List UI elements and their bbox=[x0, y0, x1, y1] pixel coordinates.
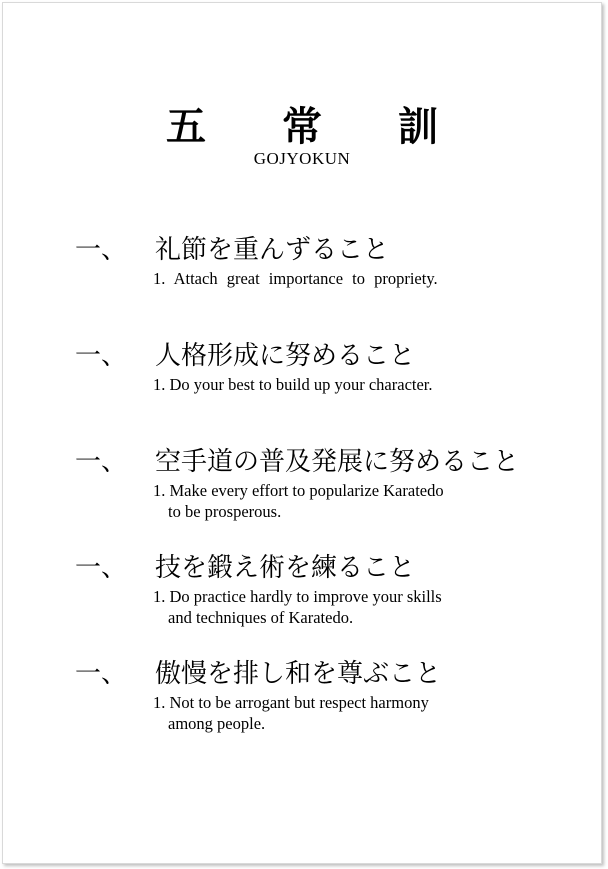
page-title bbox=[3, 95, 601, 152]
precept-english-line2: among people. bbox=[168, 714, 266, 733]
precept-english bbox=[153, 586, 442, 628]
precept-marker: 一、 bbox=[75, 447, 128, 477]
precept-marker: 一、 bbox=[75, 553, 128, 583]
precept-english bbox=[153, 692, 429, 734]
precept-marker: 一、 bbox=[75, 235, 128, 265]
precept-english-line2: to be prosperous. bbox=[168, 502, 282, 521]
precept-english-line1: 1. Attach great importance to propriety. bbox=[153, 269, 438, 288]
precept-japanese: 傲慢を排し和を尊ぶこと bbox=[155, 659, 442, 689]
precept-japanese: 礼節を重んずること bbox=[155, 235, 390, 265]
precept-japanese: 人格形成に努めること bbox=[155, 341, 416, 371]
precept-japanese: 技を鍛え術を練ること bbox=[155, 553, 416, 583]
precept-japanese: 空手道の普及発展に努めること bbox=[155, 447, 520, 477]
page-subtitle: GOJYOKUN bbox=[253, 149, 351, 168]
precept-english-line1: 1. Do practice hardly to improve your skills bbox=[153, 587, 442, 606]
title-char-1: 五 bbox=[166, 103, 206, 150]
precept-english-line2: and techniques of Karatedo. bbox=[168, 608, 354, 627]
precept-english bbox=[153, 480, 444, 522]
precept-marker: 一、 bbox=[75, 659, 128, 689]
precept-english bbox=[153, 374, 433, 395]
title-char-2: 常 bbox=[282, 103, 322, 150]
precept-english-line1: 1. Not to be arrogant but respect harmony bbox=[153, 693, 429, 712]
precept-marker: 一、 bbox=[75, 341, 128, 371]
document-page bbox=[2, 2, 602, 864]
precept-english-line1: 1. Do your best to build up your character. bbox=[153, 375, 433, 394]
precept-english bbox=[153, 268, 438, 289]
title-char-3: 訓 bbox=[398, 103, 438, 150]
precept-english-line1: 1. Make every effort to popularize Karatedo bbox=[153, 481, 444, 500]
